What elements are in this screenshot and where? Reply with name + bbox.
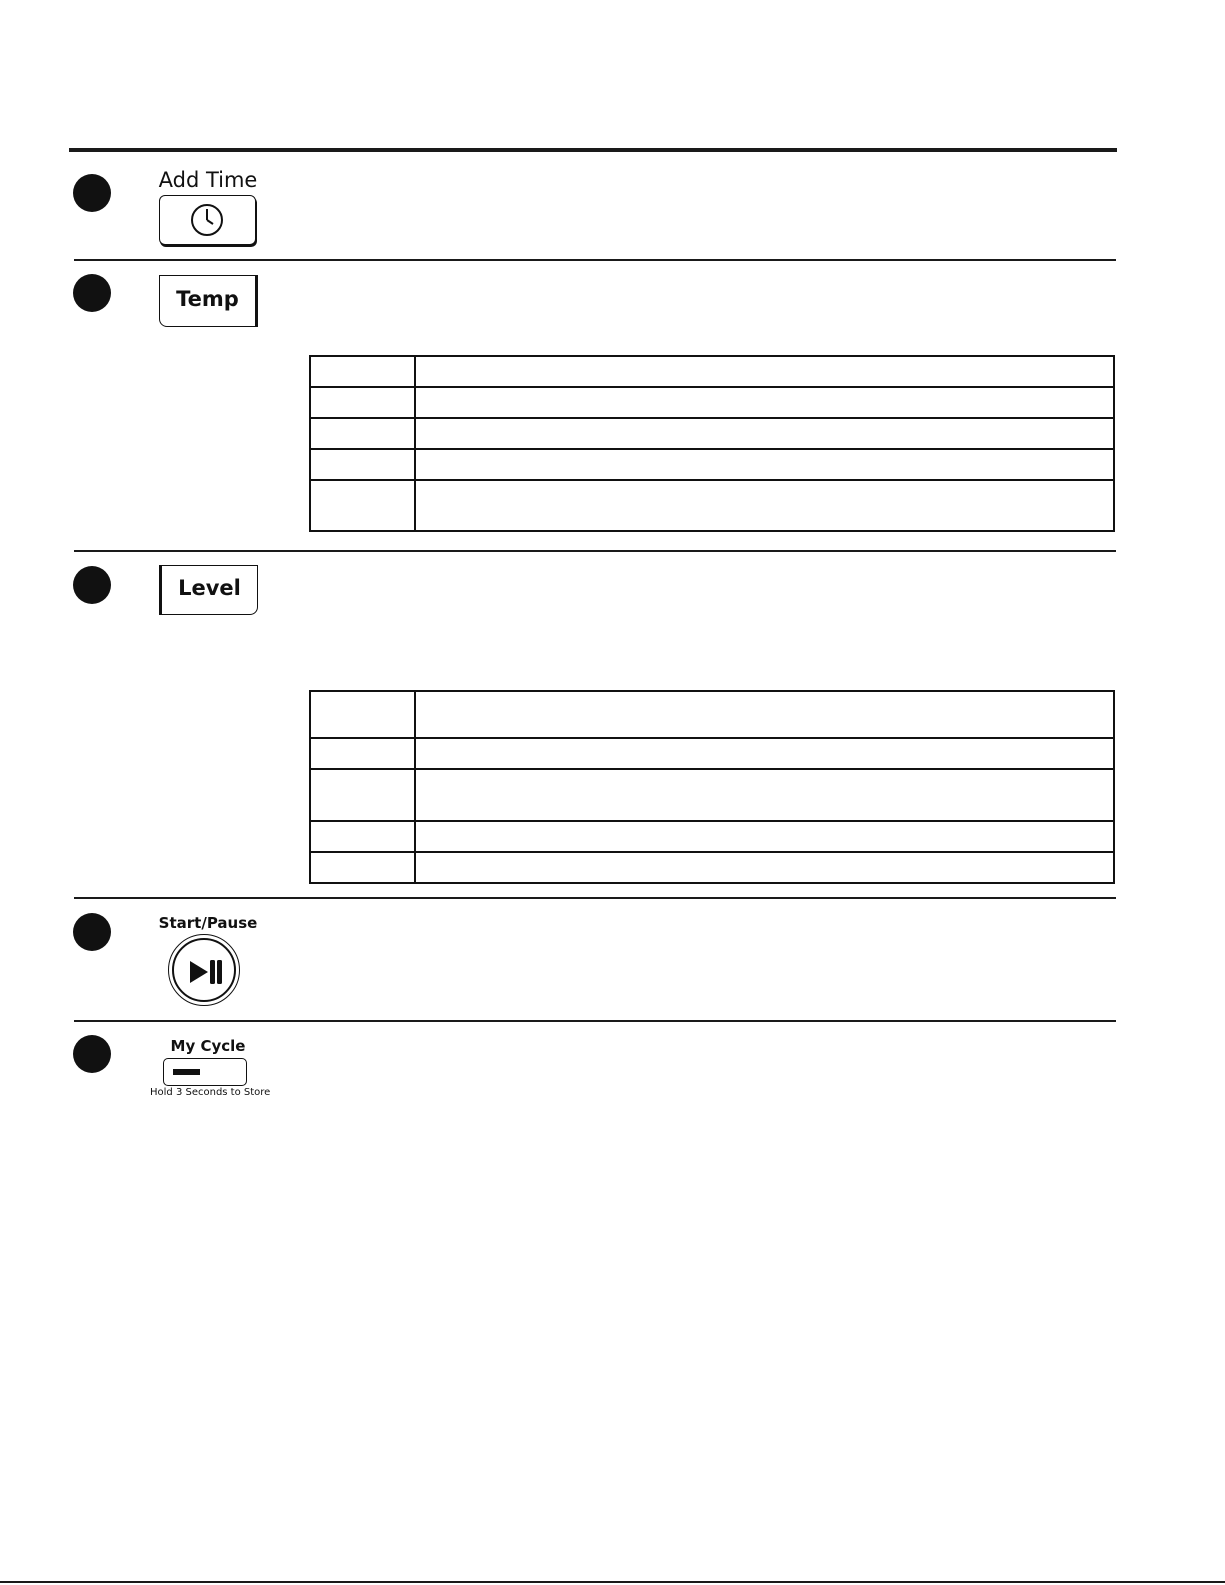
table-cell-description — [415, 852, 1114, 883]
add-time-label: Add Time — [158, 168, 258, 192]
table-cell-description — [415, 418, 1114, 449]
table-row — [310, 738, 1114, 769]
play-pause-icon — [188, 959, 224, 985]
my-cycle-label: My Cycle — [170, 1037, 246, 1055]
table-cell-description — [415, 480, 1114, 531]
indicator-light — [173, 1069, 200, 1075]
table-cell-description — [415, 769, 1114, 821]
table-cell-setting — [310, 691, 415, 738]
table-row — [310, 480, 1114, 531]
table-cell-setting — [310, 418, 415, 449]
my-cycle-button[interactable] — [163, 1058, 247, 1086]
level-button[interactable] — [159, 565, 258, 615]
section-bullet-temp — [73, 274, 111, 312]
section-bullet-add-time — [73, 174, 111, 212]
temp-button-label: Temp — [176, 287, 239, 311]
table-row — [310, 821, 1114, 852]
my-cycle-sublabel: Hold 3 Seconds to Store — [150, 1087, 271, 1098]
section-divider — [74, 259, 1116, 261]
table-cell-description — [415, 449, 1114, 480]
table-row — [310, 691, 1114, 738]
table-cell-description — [415, 691, 1114, 738]
table-row — [310, 852, 1114, 883]
start-pause-button[interactable] — [168, 934, 240, 1006]
table-row — [310, 356, 1114, 387]
table-cell-description — [415, 821, 1114, 852]
table-cell-setting — [310, 449, 415, 480]
page-bottom-rule — [0, 1581, 1225, 1583]
start-pause-inner-ring — [172, 938, 236, 1002]
table-row — [310, 449, 1114, 480]
section-divider — [74, 897, 1116, 899]
section-bullet-my-cycle — [73, 1035, 111, 1073]
table-cell-description — [415, 738, 1114, 769]
table-row — [310, 769, 1114, 821]
table-cell-setting — [310, 387, 415, 418]
add-time-button[interactable] — [159, 195, 256, 245]
table-row — [310, 387, 1114, 418]
clock-icon — [189, 203, 225, 237]
table-cell-description — [415, 356, 1114, 387]
section-bullet-level — [73, 566, 111, 604]
section-bullet-start-pause — [73, 913, 111, 951]
temp-settings-table — [309, 355, 1115, 532]
table-cell-setting — [310, 769, 415, 821]
temp-button[interactable] — [159, 275, 258, 327]
table-cell-setting — [310, 821, 415, 852]
table-cell-description — [415, 387, 1114, 418]
section-top-rule — [69, 148, 1117, 152]
start-pause-label: Start/Pause — [158, 914, 258, 932]
table-cell-setting — [310, 356, 415, 387]
section-divider — [74, 550, 1116, 552]
table-cell-setting — [310, 738, 415, 769]
section-divider — [74, 1020, 1116, 1022]
table-row — [310, 418, 1114, 449]
table-cell-setting — [310, 480, 415, 531]
level-button-label: Level — [178, 576, 241, 600]
level-settings-table — [309, 690, 1115, 884]
table-cell-setting — [310, 852, 415, 883]
